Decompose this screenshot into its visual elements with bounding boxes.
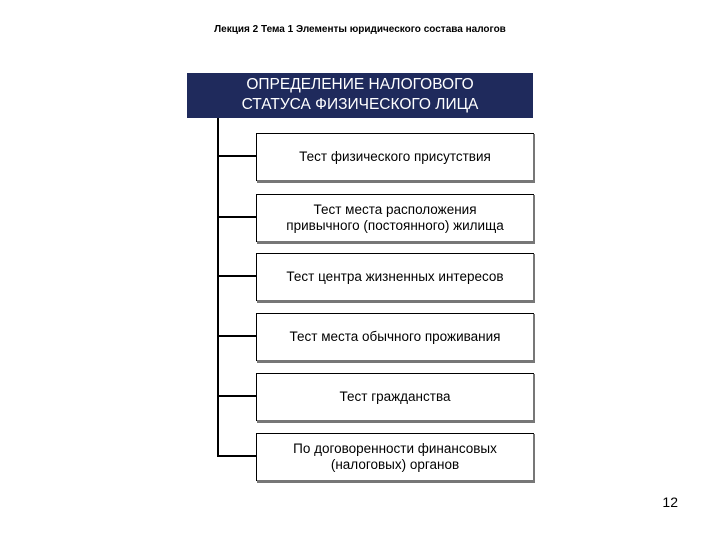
child-node-label: Тест физического присутствия <box>299 149 491 164</box>
child-node-habitual-dwelling <box>256 194 534 242</box>
child-node-vital-interests <box>256 253 534 301</box>
connector-branch-3 <box>217 275 257 277</box>
page-number: 12 <box>662 494 678 510</box>
child-node-label: Тест гражданства <box>339 389 451 404</box>
slide-header: Лекция 2 Тема 1 Элементы юридического состава налогов <box>214 24 506 35</box>
child-node-label: Тест места расположения привычного (постоянного) жилища <box>286 202 504 233</box>
child-node-label: Тест места обычного проживания <box>289 329 501 344</box>
root-node <box>187 73 533 118</box>
child-node-label: По договоренности финансовых (налоговых) органов <box>293 441 497 472</box>
root-node-line-1: ОПРЕДЕЛЕНИЕ НАЛОГОВОГО <box>246 76 474 93</box>
connector-branch-1 <box>217 155 257 157</box>
child-node-label: Тест центра жизненных интересов <box>286 269 504 284</box>
child-node-mutual-agreement <box>256 433 534 481</box>
connector-vertical <box>217 118 219 456</box>
connector-branch-4 <box>217 335 257 337</box>
connector-branch-5 <box>217 395 257 397</box>
connector-branch-6 <box>217 455 257 457</box>
connector-branch-2 <box>217 216 257 218</box>
child-node-physical-presence <box>256 133 534 181</box>
root-node-line-2: СТАТУСА ФИЗИЧЕСКОГО ЛИЦА <box>241 96 479 113</box>
child-node-usual-residence <box>256 313 534 361</box>
child-node-citizenship <box>256 373 534 421</box>
